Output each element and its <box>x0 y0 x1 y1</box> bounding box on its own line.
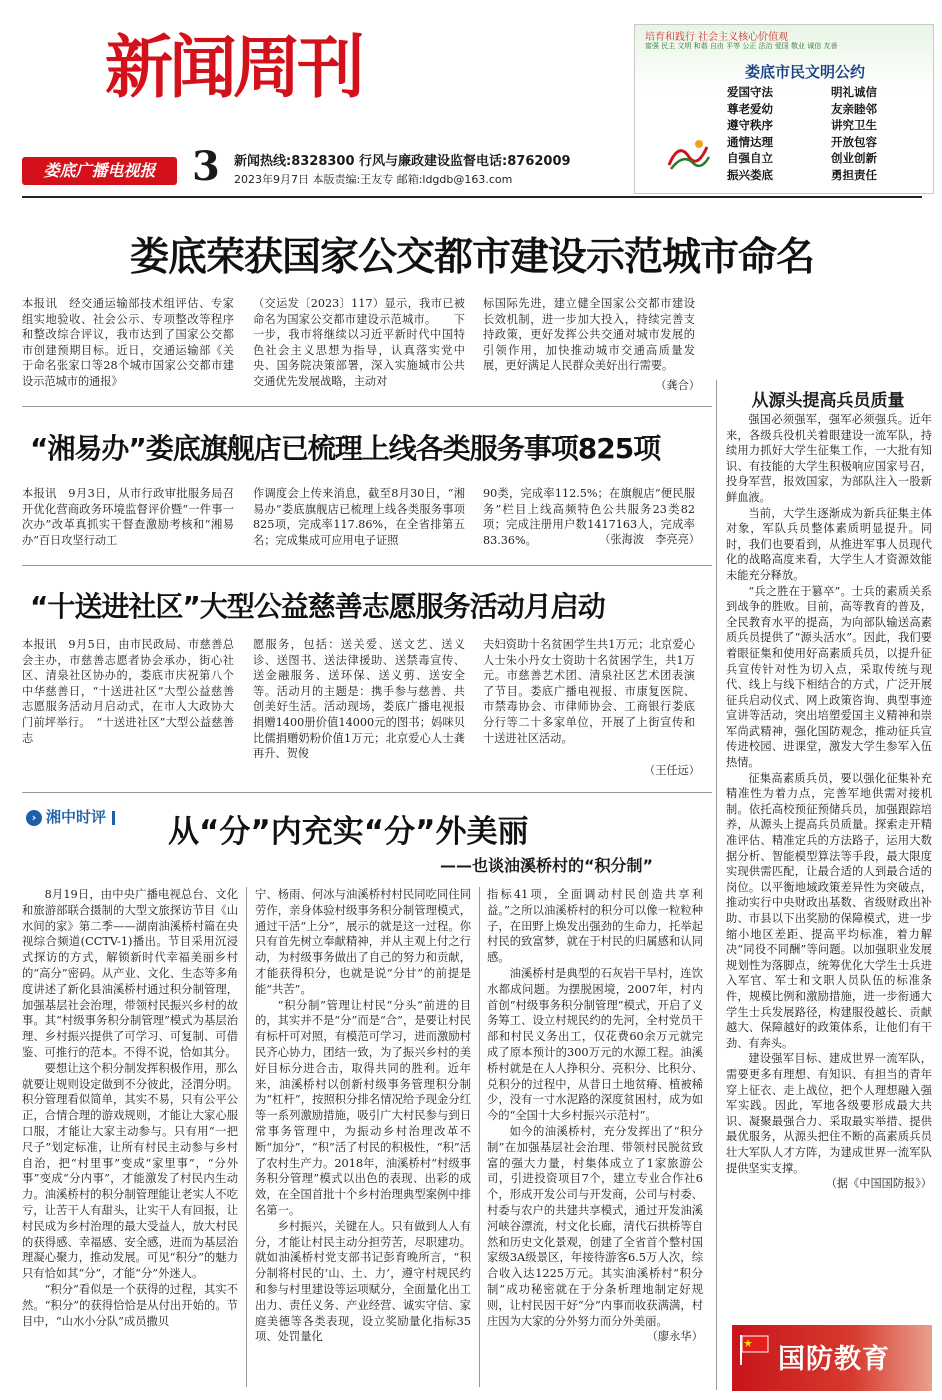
core-values-list: 富强 民主 文明 和谐 自由 平等 公正 法治 爱国 敬业 诚信 友善 <box>645 42 838 50</box>
civic-item: 通情达理 <box>727 134 773 149</box>
commentary-paragraph: 要想让这个积分制发挥积极作用，那么就要让规则设定做到不分彼此，泾渭分明。积分管理看似简单，其实不易，只有公平公正，合情合理的游戏规则，才能让大家心服口服，才能让大家主动参与。只有用“一把尺子”划定标准，让所有村民主动参与乡村自治，把“村里事”变成“家里事”，“分外事”变成“分内事”，才能激发了村民内生动力。油溪桥村的积分制管理能让老实人不吃亏，让苦干人有甜头，让实干人有回报，让村民成为乡村治理的最大受益人，放大村民的获得感、幸福感、安全感，进而为基层治理凝心聚力，推动发展。可见“积分”的魅力只有恰如其“分”，才能“分”外迷人。 <box>22 1061 238 1281</box>
civic-item: 遵守秩序 <box>727 118 773 132</box>
column-divider <box>479 887 480 1387</box>
civic-item: 自强自立 <box>727 151 773 165</box>
commentary-paragraph: “积分制”管理让村民“分头”前进的目的，其实并不是“分”而是“合”，是要让村民有标杆可对照，有模范可学习，进而激励村民齐心协力，团结一致，为了振兴乡村的美好目标分进合击，取得共同的胜利。近年来，油溪桥村以创新村级事务管理积分制为“杠杆”，按照积分排名情况给予现金分红等一系列激励措施，吸引广大村民参与到日常事务管理中，为振动乡村治理改革不断“加分”，“积”活了村民的积极性，“积”活了农村生产力。2018年，油溪桥村“村级事务积分管理”模式以出色的表现、出彩的成效，在全国首批十个乡村治理典型案例中排名第一。 <box>255 998 471 1217</box>
core-values-slogan: 培育和践行 社会主义核心价值观 <box>645 32 789 43</box>
civic-item: 勇担责任 <box>831 167 877 182</box>
civic-item: 明礼诚信 <box>831 85 877 99</box>
commentary-paragraph: 8月19日，由中央广播电视总台、文化和旅游部联合摄制的大型文旅探访节目《山水间的家》第二季——湖南油溪桥村篇在央视综合频道(CCTV-1)播出。节目采用沉浸式探访的方式，解锁新时代幸福美丽乡村的“高分”密码。从产业、文化、生态等多角度讲述了新化县油溪桥村通过积分制管理，加强基层社会治理，带领村民振兴乡村的故事。其“村级事务积分制管理”模式为基层治理、乡村振兴提供了可学习、可复制、可借鉴、可推行的范本。不得不说，恰如其分。 <box>22 888 238 1059</box>
sidebar-paragraph: “兵之胜在于篡卒”。士兵的素质关系到战争的胜败。目前，高等教育的普及，全民教育水平的提高，为向部队输送高素质兵员提供了“源头活水”。因此，我们要着眼征集和使用好高素质兵员，以提升征兵宣传针对性为切入点，采取传统与现代、线上与线下相结合的方式，广泛开展征兵启动仪式、网上政策咨询、典型事迹宣讲等活动，突出培塑爱国主义精神和崇军尚武精神，强化国防观念，推动征兵宣传进校园、进课堂，激发大学生参军入伍热情。 <box>726 584 932 770</box>
commentary-tag <box>22 806 125 828</box>
civic-item: 创业创新 <box>831 151 877 165</box>
commentary-col2 <box>255 887 471 1345</box>
sidebar-paragraph: 当前，大学生逐渐成为新兵征集主体对象，军队兵员整体素质明显提升。同时，我们也要看到，从推进军事人员现代化的战略高度来看，大学生人才资源效能未能充分释放。 <box>726 506 932 582</box>
column-divider <box>246 887 247 1387</box>
story3-col2: 愿服务，包括：送关爱、送文艺、送义诊、送图书、送法律援助、送禁毒宣传、送金融服务、送环保、送义剪、送安全等。活动月的主题是：携手参与慈善、共创美好生活。活动现场，娄底广播电视报捐赠1400册价值14000元的图书；妈咪贝比儒捐赠奶粉价值1万元；北京爱心人士龚再升、贺俊 <box>253 638 465 761</box>
story2-byline: （张海波 李亮亮） <box>599 533 700 546</box>
story3-col1: 本报讯 9月5日，由市民政局、市慈善总会主办，市慈善志愿者协会承办，街心社区、清泉社区协办的，娄底市庆祝第八个中华慈善日，“十送进社区”大型公益慈善志愿服务活动月启动式，在市人大政协大门前坪举行。 “十送进社区”大型公益慈善志 <box>22 638 234 745</box>
civic-item: 讲究卫生 <box>831 118 877 132</box>
story2-col1: 本报讯 9月3日，从市行政审批服务局召开优化营商政务环境监督评价暨“一件事一次办”改革真抓实干督查激励考核和“湘易办”百日攻坚行动工 <box>22 487 234 547</box>
sidebar-paragraph: 建设强军目标、建成世界一流军队，需要更多有理想、有知识、有担当的青年穿上征衣、走上战位，把个人理想融入强军实践。因此，军地各级要形成最大共识、凝聚最强合力、采取最实举措、提供最优服务，从源头把住不断的高素质兵员壮大军队人才方阵，为建成世界一流军队提供坚实支撑。 <box>726 1052 932 1175</box>
commentary-col1 <box>22 887 238 1329</box>
dateline: 2023年9月7日 本版责编:王友专 邮箱:ldgdb@163.com <box>234 173 513 186</box>
masthead-rule <box>22 196 922 198</box>
sidebar-paragraph: 强国必须强军，强军必须强兵。近年来，各级兵役机关着眼建设一流军队，持续用力抓好大学生征集工作，一大批有知识、有技能的大学生积极响应国家号召，投身军营，报效国家，为部队注入一股新鲜血液。 <box>726 413 932 504</box>
sidebar-headline: 从源头提高兵员质量 <box>751 391 905 411</box>
civic-item: 友亲睦邻 <box>831 101 877 116</box>
story2-col2: 作调度会上传来消息，截至8月30日，“湘易办”娄底旗舰店已梳理上线各类服务事项825项，完成率117.86%，在全省排第五名；完成集成可应用电子证照 <box>253 487 465 547</box>
divider <box>22 565 712 566</box>
lead-headline: 娄底荣获国家公交都市建设示范城市命名 <box>129 235 814 280</box>
sidebar-body <box>726 412 932 1192</box>
story2-headline: “湘易办”娄底旗舰店已梳理上线各类服务事项825项 <box>30 432 661 465</box>
story1-col1: 本报讯 经交通运输部技术组评估、专家组实地验收、社会公示、专项整改等程序和整改综合评议，我市达到了国家公交都市创建预期目标。近日，交通运输部《关于命名张家口等28个城市国家公交都市建设示范城市的通报》 <box>22 297 234 388</box>
commentary-paragraph: 乡村振兴，关键在人。只有做到人人有分，才能让村民主动分担劳苦，尽职建功。就如油溪桥村党支部书记彭育晚所言，“积分制将村民的‘山、土、力’，遵守村规民约和参与村里建设等运项赋分，全面量化出工出力、责任义务、产业经营、诚实守信、家庭美德等各类表现，设立奖励量化指标35项、处罚量化 <box>255 1219 471 1344</box>
commentary-col3 <box>487 887 703 1345</box>
story1-byline: （龚合） <box>655 379 700 392</box>
civic-item: 爱国守法 <box>727 85 773 99</box>
national-defense-label: 国防教育 <box>778 1344 890 1375</box>
commentary-paragraph: 如今的油溪桥村，充分发挥出了“积分制”在加强基层社会治理、带领村民脱贫致富的强大力量，村集体成立了1家旅游公司，引进投资项目7个，建立专业合作社6个，形成开发公司与开发商，公司与村委、村委与农户的共建共享模式，通过开发油溪河峡谷漂流，村文化长廊，清代石拱桥等自然和历史文化景观，创建了全省首个整村国家级3A级景区，年接待游客6.5万人次，综合收入达1225万元。其实油溪桥村“积分制”成功秘密就在于分条析理地制定好规则，让村民因干好“分”内事而收获满满，村庄因为大家的分外努力而分外美丽。 <box>487 1124 703 1328</box>
story2-col3: 90类，完成率112.5%；在旗舰店“便民服务”栏目上线高频特色公共服务23类82项；完成注册用户数1417163人，完成率83.36%。 <box>483 487 695 547</box>
hotline: 新闻热线:8328300 行风与廉政建设监督电话:8762009 <box>234 154 571 169</box>
commentary-headline: 从“分”内充实“分”外美丽 <box>168 814 529 850</box>
flag-icon <box>738 1333 772 1367</box>
masthead-title: 新闻周刊 <box>105 29 362 108</box>
civic-convention-panel <box>634 24 934 194</box>
civic-item: 振兴娄底 <box>727 167 773 182</box>
civic-convention-items <box>727 85 927 183</box>
commentary-subheadline: ——也谈油溪桥村的“积分制” <box>440 856 654 875</box>
commentary-paragraph: 指标41项，全面调动村民创造共享利益。”之所以油溪桥村的积分可以像一粒粒种子，在田野上焕发出强劲的生命力，托举起村民的致富梦，就在于村民的归属感和认同感。 <box>487 888 703 965</box>
story3-col3: 夫妇资助十名贫困学生共1万元；北京爱心人士朱小丹女士资助十名贫困学生，共1万元。市慈善艺术团、清泉社区艺术团表演了节目。娄底广播电视报、市康复医院、市禁毒协会、市律师协会、工商银行娄底分行等二十多家单位，开展了上街宣传和十送进社区活动。 <box>483 638 695 745</box>
divider <box>22 406 712 407</box>
story1-col2: （交运发〔2023〕117）显示，我市已被命名为国家公交都市建设示范城市。 下一步，我市将继续以习近平新时代中国特色社会主义思想为指导，认真落实党中央、国务院决策部署，深入实施城市公共交通优先发展战略，主动对 <box>253 297 465 388</box>
story3-headline: “十送进社区”大型公益慈善志愿服务活动月启动 <box>30 590 605 623</box>
commentary-tag-label: 湘中时评 <box>46 808 107 826</box>
civic-item: 尊老爱幼 <box>727 101 773 116</box>
chevron-right-icon: › <box>26 810 42 826</box>
commentary-paragraph: 油溪桥村是典型的石灰岩干旱村，连饮水都成问题。为摆脱困境，2007年，村内首创“村级事务积分制管理”模式，开启了义务筹工、设立村规民约的先河，全村党员干部和村民义务出工，仅花费60余万元就完成了原本预计的300万元的水源工程。油溪桥村就是在人人挣积分、亮积分、比积分、兑积分的过程中，从昔日土地贫瘠、植被稀少，没有一寸水泥路的深度贫困村，成为如今的“全国十大乡村振兴示范村”。 <box>487 966 703 1123</box>
civic-logo-icon <box>665 135 711 175</box>
national-defense-banner <box>732 1325 932 1391</box>
station-badge: 娄底广播电视报 <box>22 157 177 185</box>
civic-convention-title: 娄底市民文明公约 <box>744 63 865 81</box>
story3-byline: （王任远） <box>644 764 700 777</box>
civic-item: 开放包容 <box>831 134 877 149</box>
commentary-paragraph: “积分”看似是一个获得的过程，其实不然。“积分”的获得恰恰是从付出开始的。节目中，“山水小分队”成员撒贝 <box>22 1282 238 1328</box>
divider <box>22 792 712 793</box>
commentary-paragraph: 宁、杨雨、何冰与油溪桥村村民同吃同住同劳作，亲身体验村级事务积分制管理模式，通过干活“上分”，展示的就是这一过程。你只有首先树立奉献精神，并从主观上付之行动，为村级事务做出了自己的努力和贡献，才能获得积分，也就是说“分甘”的前提是能“共苦”。 <box>255 888 471 996</box>
commentary-byline: （廖永华） <box>646 1330 703 1344</box>
page-number: 3 <box>192 143 220 190</box>
sidebar-source: （据《中国国防报》） <box>825 1177 932 1191</box>
column-divider <box>716 380 717 1390</box>
story1-col3: 标国际先进，建立健全国家公交都市建设长效机制，进一步加大投入，持续完善支持政策，更好发挥公共交通对城市发展的引领作用，加快推动城市交通高质量发展，更好满足人民群众美好出行需要。 <box>483 297 695 373</box>
sidebar-paragraph: 征集高素质兵员，要以强化征集补充精准性为着力点，完善军地供需对接机制。依托高校预征预储兵员，加强跟踪培养，从源头上提高兵员质量。探索走开精准评估、精准定兵的方法路子，运用大数据分析、智能模型算法等手段，最大限度实现供需匹配，让最合适的人到最合适的岗位。以平衡地域政策差异性为突破点，推动实行中央财政出基数、省级财政出补助、市县以下出奖励的保障模式，进一步缩小地区差距、提高平均标准，着力解决“同役不同酬”等问题。以加强职业发展规划性为落脚点，统筹优化大学生士兵进入军官、军士和文职人员队伍的标准条件，规模比例和激励措施，进一步衔通大学生士兵发展路径，构建服役越长、贡献越大、保障越好的政策体系，让他们有干劲、有奔头。 <box>726 771 932 1050</box>
